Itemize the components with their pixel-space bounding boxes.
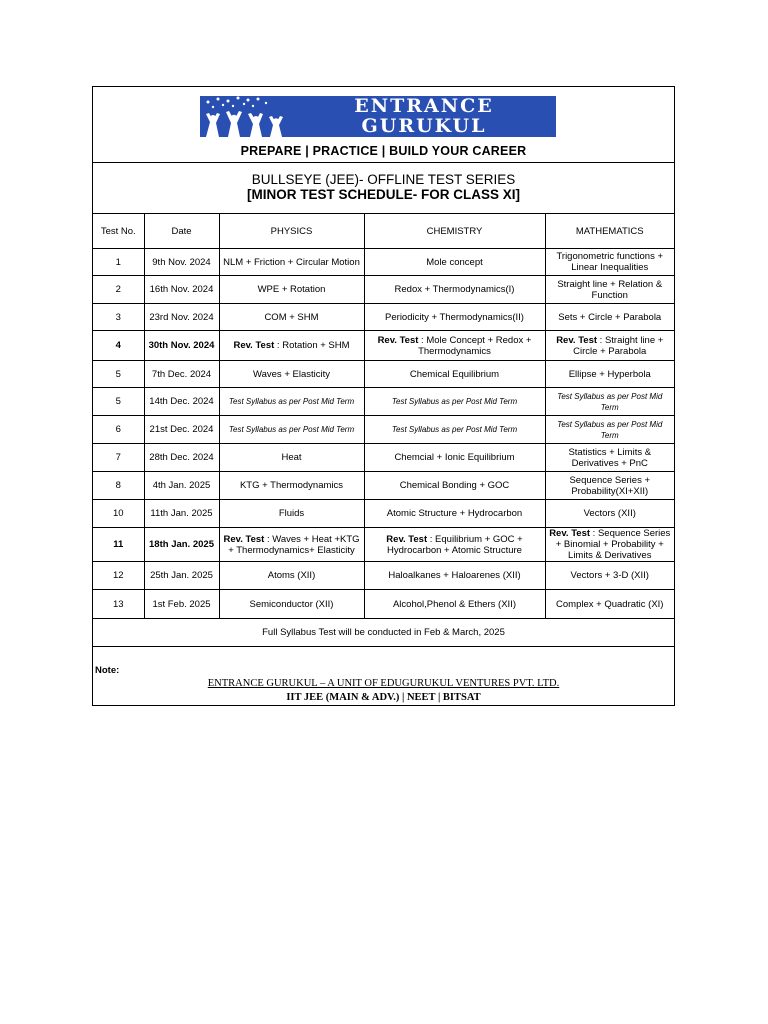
chemistry-cell-text: Atomic Structure + Hydrocarbon: [386, 508, 523, 519]
rev-test-label: Rev. Test: [549, 528, 591, 539]
date-cell: [144, 304, 219, 331]
rev-test-label: Rev. Test: [233, 340, 275, 351]
chemistry-cell-text: Haloalkanes + Haloarenes (XII): [388, 570, 521, 581]
table-row: [93, 562, 674, 590]
chemistry-cell: [364, 361, 545, 388]
test-no-cell: [93, 304, 144, 331]
physics-cell: [219, 331, 364, 361]
date-cell: [144, 361, 219, 388]
table-row: [93, 249, 674, 276]
test-no-cell: [93, 416, 144, 444]
rev-test-topics: : Waves + Heat +KTG + Thermodynamics+ Elasticity: [228, 533, 360, 556]
table-body: [93, 249, 674, 619]
note-block: [93, 647, 674, 705]
test-no-cell: [93, 331, 144, 361]
date-cell-text: 28th Dec. 2024: [149, 452, 214, 463]
mathematics-cell-text: Sequence Series + Probability(XI+XII): [569, 474, 651, 497]
mathematics-cell-text: Test Syllabus as per Post Mid Term: [557, 391, 663, 412]
chemistry-cell: [364, 444, 545, 472]
chemistry-cell: [364, 528, 545, 562]
table-row: [93, 304, 674, 331]
date-cell: [144, 500, 219, 528]
table-row: [93, 444, 674, 472]
full-syllabus-note: Full Syllabus Test will be conducted in Feb & March, 2025: [93, 619, 674, 647]
date-cell-text: 7th Dec. 2024: [151, 368, 212, 380]
rev-test-label: Rev. Test: [223, 533, 265, 545]
test-no-cell-text: 10: [112, 508, 124, 519]
test-no-cell-text: 5: [115, 368, 121, 380]
test-no-cell-text: 5: [115, 396, 121, 407]
mathematics-cell-text: Test Syllabus as per Post Mid Term: [557, 419, 663, 440]
date-cell: [144, 331, 219, 361]
date-cell-text: 16th Nov. 2024: [149, 284, 214, 295]
organization-line: ENTRANCE GURUKUL – A UNIT OF EDUGURUKUL VENTURES PVT. LTD.: [207, 678, 560, 689]
chemistry-cell-text: Chemical Equilibrium: [409, 368, 500, 380]
physics-cell: [219, 590, 364, 619]
chemistry-cell-text: Alcohol,Phenol & Ethers (XII): [392, 598, 517, 610]
mathematics-cell: [545, 361, 674, 388]
physics-cell-text: Semiconductor (XII): [249, 598, 334, 610]
schedule-sheet: [92, 86, 675, 706]
test-no-cell-text: 12: [112, 570, 124, 581]
exams-line: IIT JEE (MAIN & ADV.) | NEET | BITSAT: [286, 692, 481, 703]
date-cell: [144, 528, 219, 562]
test-no-cell: [93, 472, 144, 500]
physics-cell: [219, 562, 364, 590]
table-row: [93, 528, 674, 562]
mathematics-cell-text: Sets + Circle + Parabola: [558, 311, 662, 323]
column-header-date: Date: [144, 214, 219, 249]
mathematics-cell: [545, 388, 674, 416]
tagline: PREPARE | PRACTICE | BUILD YOUR CAREER: [240, 144, 527, 158]
chemistry-cell: [364, 388, 545, 416]
column-header-mathematics: MATHEMATICS: [545, 214, 674, 249]
test-no-cell-text: 11: [113, 539, 124, 550]
chemistry-cell: [364, 331, 545, 361]
mathematics-cell-text: Ellipse + Hyperbola: [568, 368, 651, 380]
date-cell: [144, 444, 219, 472]
date-cell-text: 9th Nov. 2024: [152, 256, 211, 268]
children-reaching-for-stars-icon: [200, 96, 296, 137]
mathematics-cell: [545, 528, 674, 562]
physics-cell-text: Fluids: [278, 508, 305, 519]
chemistry-cell-text: Test Syllabus as per Post Mid Term: [391, 397, 518, 406]
mathematics-cell-text: Vectors (XII): [583, 508, 636, 519]
mathematics-cell: [545, 590, 674, 619]
date-cell-text: 30th Nov. 2024: [148, 340, 215, 351]
physics-cell: [219, 249, 364, 276]
column-header-chemistry: CHEMISTRY: [364, 214, 545, 249]
physics-cell-text: NLM + Friction + Circular Motion: [223, 256, 360, 268]
series-title: BULLSEYE (JEE)- OFFLINE TEST SERIES: [251, 172, 516, 187]
table-row: [93, 361, 674, 388]
physics-cell-text: COM + SHM: [264, 311, 319, 323]
physics-cell-text: Atoms (XII): [267, 570, 316, 581]
test-no-cell: [93, 500, 144, 528]
date-cell-text: 1st Feb. 2025: [152, 598, 211, 610]
test-no-cell-text: 7: [115, 452, 121, 463]
chemistry-cell-text: Mole concept: [426, 256, 483, 268]
rev-test-label: Rev. Test: [386, 533, 428, 545]
mathematics-cell: [545, 331, 674, 361]
physics-cell-text: WPE + Rotation: [257, 284, 326, 295]
physics-cell: [219, 528, 364, 562]
date-cell: [144, 388, 219, 416]
test-no-cell: [93, 590, 144, 619]
chemistry-cell-text: Test Syllabus as per Post Mid Term: [391, 425, 518, 434]
logo: [200, 96, 556, 137]
rev-test-topics: : Straight line + Circle + Parabola: [573, 334, 664, 357]
date-cell-text: 4th Jan. 2025: [152, 480, 211, 491]
table-row: [93, 590, 674, 619]
chemistry-cell: [364, 416, 545, 444]
date-cell: [144, 416, 219, 444]
chemistry-cell: [364, 249, 545, 276]
mathematics-cell-text: Straight line + Relation & Function: [557, 278, 663, 301]
mathematics-cell: [545, 500, 674, 528]
test-no-cell: [93, 528, 144, 562]
table-row: [93, 388, 674, 416]
mathematics-cell: [545, 472, 674, 500]
test-no-cell: [93, 562, 144, 590]
date-cell: [144, 472, 219, 500]
test-no-cell: [93, 361, 144, 388]
chemistry-cell-text: Redox + Thermodynamics(I): [394, 284, 515, 295]
physics-cell: [219, 472, 364, 500]
rev-test-label: Rev. Test: [556, 334, 598, 346]
date-cell: [144, 590, 219, 619]
date-cell-text: 11th Jan. 2025: [150, 508, 213, 519]
test-no-cell: [93, 249, 144, 276]
physics-cell: [219, 416, 364, 444]
chemistry-cell: [364, 562, 545, 590]
physics-cell-text: Waves + Elasticity: [253, 368, 330, 380]
chemistry-cell-text: Chemcial + Ionic Equilibrium: [394, 452, 515, 463]
date-cell-text: 25th Jan. 2025: [150, 570, 213, 581]
logo-line-2: GURUKUL: [361, 115, 487, 137]
table-row: [93, 500, 674, 528]
test-no-cell-text: 8: [115, 480, 121, 491]
mathematics-cell-text: Vectors + 3-D (XII): [570, 570, 649, 581]
physics-cell: [219, 276, 364, 304]
chemistry-cell-text: Periodicity + Thermodynamics(II): [385, 311, 524, 323]
physics-cell-text: Test Syllabus as per Post Mid Term: [228, 425, 355, 434]
mathematics-cell: [545, 249, 674, 276]
physics-cell: [219, 361, 364, 388]
physics-cell-text: Test Syllabus as per Post Mid Term: [228, 397, 355, 406]
date-cell-text: 23rd Nov. 2024: [149, 311, 214, 323]
date-cell-text: 21st Dec. 2024: [149, 424, 214, 435]
schedule-subtitle: [MINOR TEST SCHEDULE- FOR CLASS XI]: [247, 187, 520, 202]
chemistry-cell: [364, 304, 545, 331]
rev-test-topics: : Rotation + SHM: [274, 340, 350, 351]
mathematics-cell-text: Complex + Quadratic (XI): [556, 598, 664, 610]
table-row: [93, 416, 674, 444]
physics-cell-text: KTG + Thermodynamics: [239, 480, 344, 491]
mathematics-cell-text: Statistics + Limits & Derivatives + PnC: [568, 446, 652, 469]
mathematics-cell: [545, 276, 674, 304]
physics-cell: [219, 304, 364, 331]
column-header-test-no: Test No.: [93, 214, 144, 249]
column-header-physics: PHYSICS: [219, 214, 364, 249]
rev-test-label: Rev. Test: [377, 334, 419, 346]
test-no-cell-text: 4: [115, 340, 121, 351]
chemistry-cell: [364, 276, 545, 304]
rev-test-topics: : Sequence Series + Binomial + Probability + Limits & Derivatives: [555, 528, 671, 561]
rev-test-topics: : Mole Concept + Redox + Thermodynamics: [418, 334, 532, 357]
physics-cell: [219, 500, 364, 528]
table-row: [93, 472, 674, 500]
date-cell: [144, 249, 219, 276]
table-row: [93, 331, 674, 361]
chemistry-cell: [364, 590, 545, 619]
logo-line-1: ENTRANCE: [354, 96, 494, 117]
table-row: [93, 276, 674, 304]
physics-cell: [219, 388, 364, 416]
chemistry-cell: [364, 500, 545, 528]
table-header-row: [93, 214, 674, 249]
test-no-cell: [93, 276, 144, 304]
date-cell: [144, 276, 219, 304]
logo-header: [93, 87, 674, 163]
note-label: Note:: [95, 665, 120, 676]
title-block: [93, 163, 674, 214]
chemistry-cell-text: Chemical Bonding + GOC: [399, 480, 510, 491]
date-cell-text: 18th Jan. 2025: [149, 539, 214, 550]
physics-cell-text: Heat: [281, 452, 302, 463]
test-no-cell: [93, 388, 144, 416]
rev-test-topics: : Equilibrium + GOC + Hydrocarbon + Atomic Structure: [387, 533, 523, 556]
date-cell-text: 14th Dec. 2024: [149, 396, 214, 407]
test-no-cell-text: 1: [115, 256, 121, 268]
test-no-cell-text: 2: [115, 284, 121, 295]
test-no-cell-text: 6: [115, 424, 121, 435]
chemistry-cell: [364, 472, 545, 500]
mathematics-cell: [545, 416, 674, 444]
test-no-cell-text: 13: [112, 598, 124, 610]
physics-cell: [219, 444, 364, 472]
mathematics-cell: [545, 304, 674, 331]
date-cell: [144, 562, 219, 590]
mathematics-cell-text: Trigonometric functions + Linear Inequalities: [556, 251, 664, 273]
test-no-cell: [93, 444, 144, 472]
test-no-cell-text: 3: [115, 311, 121, 323]
schedule-table: [93, 214, 674, 619]
mathematics-cell: [545, 444, 674, 472]
mathematics-cell: [545, 562, 674, 590]
